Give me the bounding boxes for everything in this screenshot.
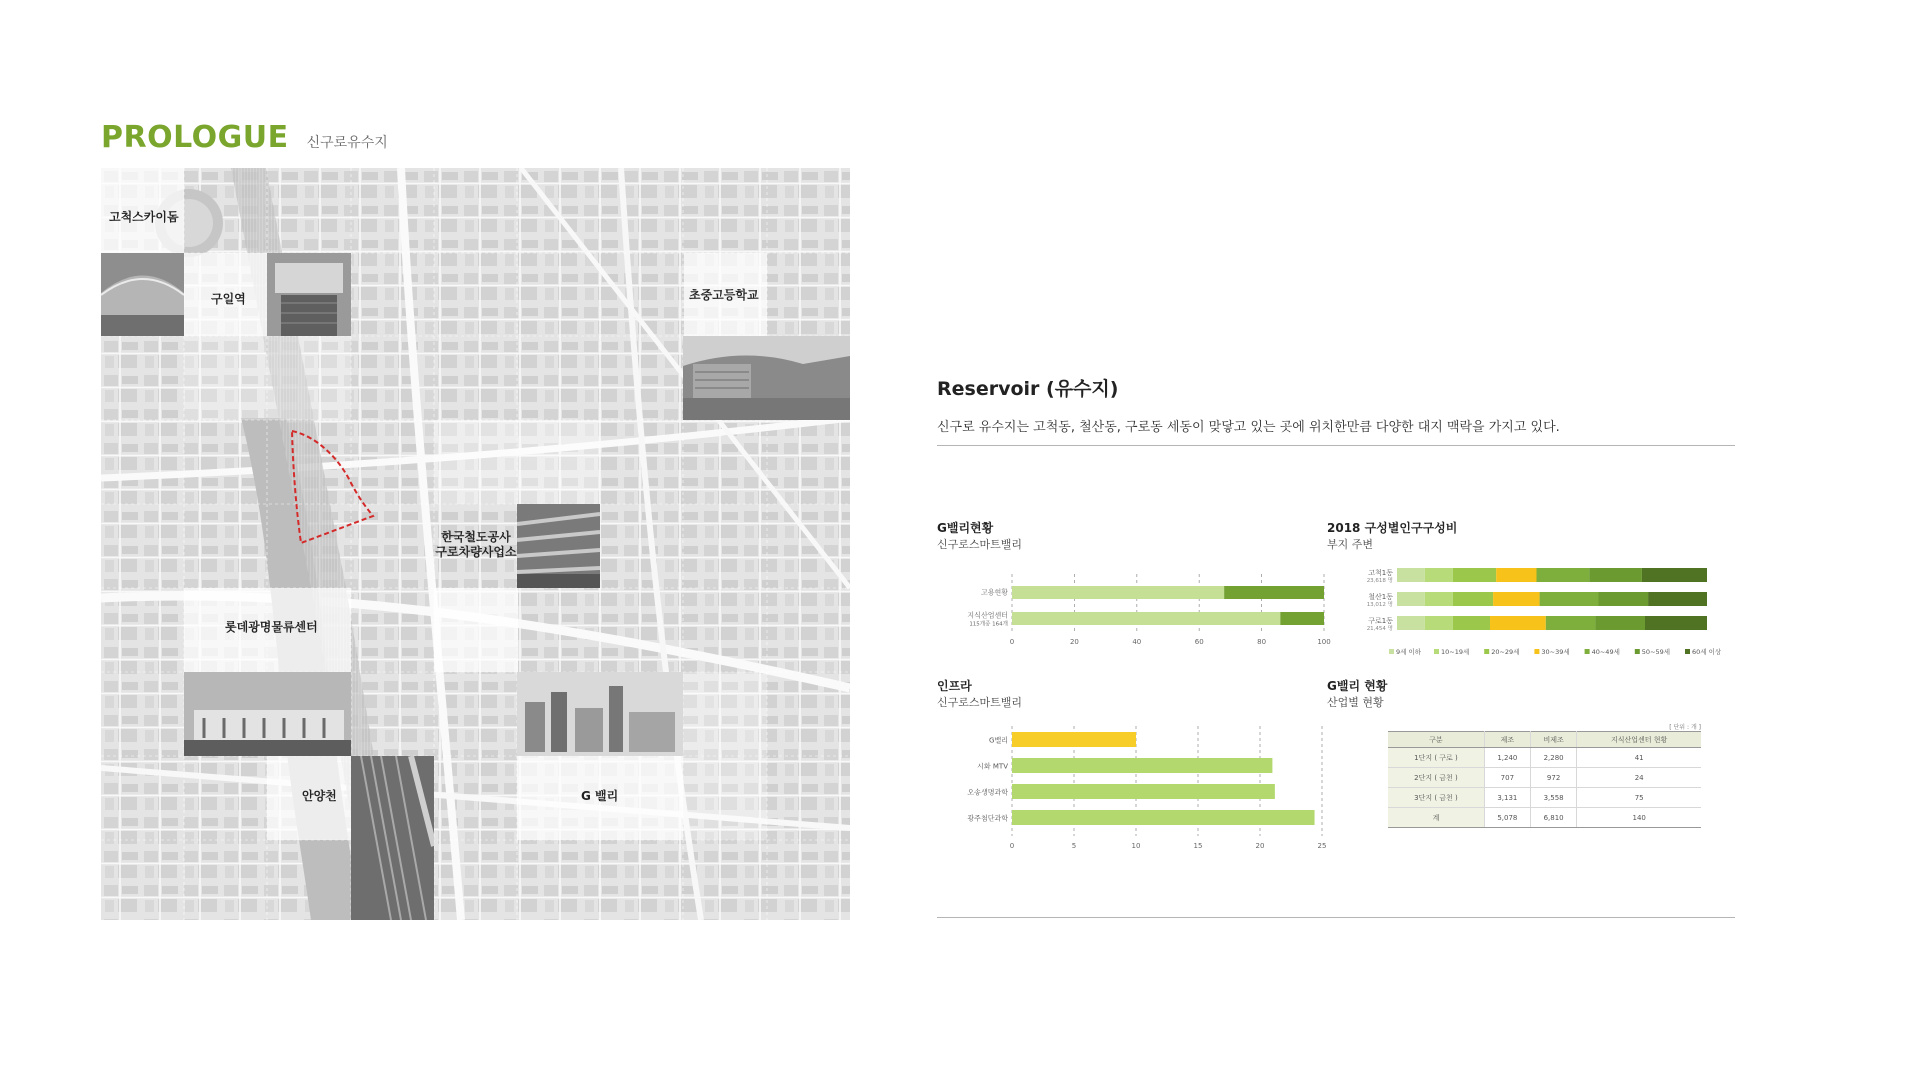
legend-label: 40~49세 bbox=[1591, 648, 1620, 656]
legend-label: 50~59세 bbox=[1641, 648, 1671, 656]
category-note: 23,618 명 bbox=[1366, 578, 1393, 584]
tick-label: 20 bbox=[1255, 842, 1265, 850]
divider-bottom bbox=[937, 917, 1735, 918]
section-title: Reservoir (유수지) bbox=[937, 378, 1119, 400]
legend-swatch bbox=[1389, 649, 1394, 654]
bar bbox=[1599, 592, 1649, 606]
table-header: 지식산업센터 현황 bbox=[1577, 732, 1701, 748]
table-cell: 6,810 bbox=[1530, 808, 1577, 828]
table-row bbox=[1388, 788, 1701, 808]
table-cell: 41 bbox=[1577, 748, 1701, 768]
table-cell: 75 bbox=[1577, 788, 1701, 808]
infra-title: 인프라 bbox=[937, 679, 972, 693]
legend-swatch bbox=[1484, 649, 1489, 654]
table-header: 비제조 bbox=[1530, 732, 1577, 748]
tick-label: 20 bbox=[1069, 638, 1079, 646]
population-title: 2018 구성별인구구성비 bbox=[1327, 521, 1458, 535]
tick-label: 80 bbox=[1257, 638, 1267, 646]
bar bbox=[1224, 586, 1324, 599]
industry-title: G밸리 현황 bbox=[1327, 679, 1388, 693]
legend-swatch bbox=[1434, 649, 1439, 654]
bar bbox=[1425, 592, 1453, 606]
table-header-row bbox=[1388, 732, 1701, 748]
school-photo bbox=[683, 336, 850, 420]
population-chart bbox=[1327, 562, 1727, 671]
map-cell-light bbox=[683, 672, 767, 840]
bar bbox=[1012, 612, 1280, 625]
bar bbox=[1490, 616, 1546, 630]
category-label: 115개중 164개 bbox=[969, 621, 1008, 628]
bar bbox=[1453, 616, 1490, 630]
legend-label: 10~19세 bbox=[1441, 648, 1470, 656]
category-label: 고용현황 bbox=[980, 588, 1008, 597]
bar bbox=[1397, 616, 1425, 630]
industry-unit: [ 단위 : 개 ] bbox=[1669, 724, 1701, 731]
section-description: 신구로 유수지는 고척동, 철산동, 구로동 세동이 맞닿고 있는 곳에 위치한만큼 다양한 대지 맥락을 가지고 있다. bbox=[937, 420, 1560, 435]
tick-label: 25 bbox=[1317, 842, 1327, 850]
map-label-korail-line1: 한국철도공사 bbox=[441, 530, 511, 544]
industry-table bbox=[1388, 731, 1701, 828]
logistics-photo bbox=[184, 672, 351, 756]
map-cell-light bbox=[434, 420, 600, 504]
bar bbox=[1280, 612, 1324, 625]
table-cell: 2단지 ( 금천 ) bbox=[1388, 768, 1484, 788]
table-cell: 3,558 bbox=[1530, 788, 1577, 808]
table-header: 제조 bbox=[1484, 732, 1530, 748]
bar bbox=[1648, 592, 1707, 606]
bar bbox=[1012, 784, 1275, 799]
map-label-gocheok-dome: 고척스카이돔 bbox=[109, 210, 179, 224]
legend-swatch bbox=[1685, 649, 1690, 654]
map-cell-light bbox=[434, 588, 518, 672]
bar bbox=[1645, 616, 1707, 630]
tick-label: 15 bbox=[1193, 842, 1203, 850]
table-cell: 계 bbox=[1388, 808, 1484, 828]
bar bbox=[1546, 616, 1596, 630]
tick-label: 100 bbox=[1317, 638, 1331, 646]
gvalley-status-subtitle: 신구로스마트밸리 bbox=[937, 538, 1023, 551]
table-row bbox=[1388, 748, 1701, 768]
gvalley-photo bbox=[517, 672, 683, 756]
bar bbox=[1012, 732, 1136, 747]
industry-table-wrap bbox=[1388, 722, 1701, 828]
bar bbox=[1397, 592, 1425, 606]
station-photo bbox=[267, 253, 351, 336]
table-cell: 24 bbox=[1577, 768, 1701, 788]
bar bbox=[1595, 616, 1645, 630]
population-subtitle: 부지 주변 bbox=[1327, 538, 1374, 551]
category-label: 광주첨단과학 bbox=[967, 814, 1008, 823]
tick-label: 10 bbox=[1131, 842, 1141, 850]
legend-swatch bbox=[1635, 649, 1640, 654]
bar bbox=[1453, 568, 1496, 582]
infra-subtitle: 신구로스마트밸리 bbox=[937, 696, 1023, 709]
category-label: 지식산업센터 bbox=[967, 611, 1008, 620]
table-cell: 1단지 ( 구로 ) bbox=[1388, 748, 1484, 768]
table-cell: 3,131 bbox=[1484, 788, 1530, 808]
bar bbox=[1496, 568, 1536, 582]
bar bbox=[1012, 758, 1272, 773]
legend-label: 60세 이상 bbox=[1692, 648, 1722, 656]
map-label-korail bbox=[435, 530, 517, 560]
category-label: G밸리 bbox=[989, 736, 1008, 745]
legend-swatch bbox=[1585, 649, 1590, 654]
bar bbox=[1589, 568, 1642, 582]
category-note: 21,454 명 bbox=[1366, 626, 1393, 632]
map-cell-light bbox=[184, 336, 351, 420]
industry-subtitle: 산업별 현황 bbox=[1327, 696, 1384, 709]
bar bbox=[1425, 616, 1453, 630]
bar bbox=[1537, 568, 1590, 582]
table-cell: 972 bbox=[1530, 768, 1577, 788]
map-label-guil-station: 구일역 bbox=[211, 292, 246, 306]
map-label-chojung-school: 초중고등학교 bbox=[689, 288, 759, 302]
map-label-anyangcheon: 안양천 bbox=[302, 789, 337, 803]
infra-chart bbox=[937, 724, 1337, 858]
bar bbox=[1012, 586, 1224, 599]
legend-swatch bbox=[1534, 649, 1539, 654]
map-label-korail-line2: 구로차량사업소 bbox=[435, 545, 517, 559]
gvalley-status-title: G밸리현황 bbox=[937, 521, 994, 535]
tick-label: 40 bbox=[1132, 638, 1142, 646]
map-label-lotte-center: 롯데광명물류센터 bbox=[225, 620, 318, 634]
table-header: 구분 bbox=[1388, 732, 1484, 748]
bar bbox=[1453, 592, 1493, 606]
category-label: 구로1동 bbox=[1368, 617, 1393, 625]
table-cell: 5,078 bbox=[1484, 808, 1530, 828]
legend-label: 9세 이하 bbox=[1396, 648, 1422, 656]
tick-label: 60 bbox=[1194, 638, 1204, 646]
table-row bbox=[1388, 768, 1701, 788]
table-cell: 707 bbox=[1484, 768, 1530, 788]
table-cell: 2,280 bbox=[1530, 748, 1577, 768]
category-note: 13,012 명 bbox=[1366, 602, 1393, 608]
bar bbox=[1540, 592, 1599, 606]
legend-label: 30~39세 bbox=[1541, 648, 1570, 656]
site-map bbox=[101, 168, 850, 920]
page-title: PROLOGUE bbox=[101, 120, 289, 155]
divider-top bbox=[937, 445, 1735, 446]
tick-label: 5 bbox=[1071, 842, 1077, 850]
tick-label: 0 bbox=[1009, 842, 1015, 850]
depot-photo bbox=[517, 504, 600, 588]
page-header bbox=[101, 120, 388, 155]
category-label: 시화 MTV bbox=[977, 762, 1008, 771]
bar bbox=[1493, 592, 1540, 606]
category-label: 오송생명과학 bbox=[967, 788, 1008, 797]
tick-label: 0 bbox=[1009, 638, 1015, 646]
page-subtitle: 신구로유수지 bbox=[306, 135, 388, 151]
gvalley-status-chart bbox=[937, 570, 1337, 659]
table-cell: 3단지 ( 금천 ) bbox=[1388, 788, 1484, 808]
map-label-gvalley: G 밸리 bbox=[581, 789, 619, 803]
category-label: 고척1동 bbox=[1368, 569, 1393, 577]
stadium-photo bbox=[101, 253, 184, 336]
bar bbox=[1397, 568, 1425, 582]
category-label: 철산1동 bbox=[1368, 593, 1393, 601]
legend-label: 20~29세 bbox=[1491, 648, 1520, 656]
table-cell: 1,240 bbox=[1484, 748, 1530, 768]
bar bbox=[1012, 810, 1315, 825]
table-cell: 140 bbox=[1577, 808, 1701, 828]
bar bbox=[1425, 568, 1453, 582]
table-row bbox=[1388, 808, 1701, 828]
river-photo bbox=[351, 756, 434, 920]
bar bbox=[1642, 568, 1707, 582]
